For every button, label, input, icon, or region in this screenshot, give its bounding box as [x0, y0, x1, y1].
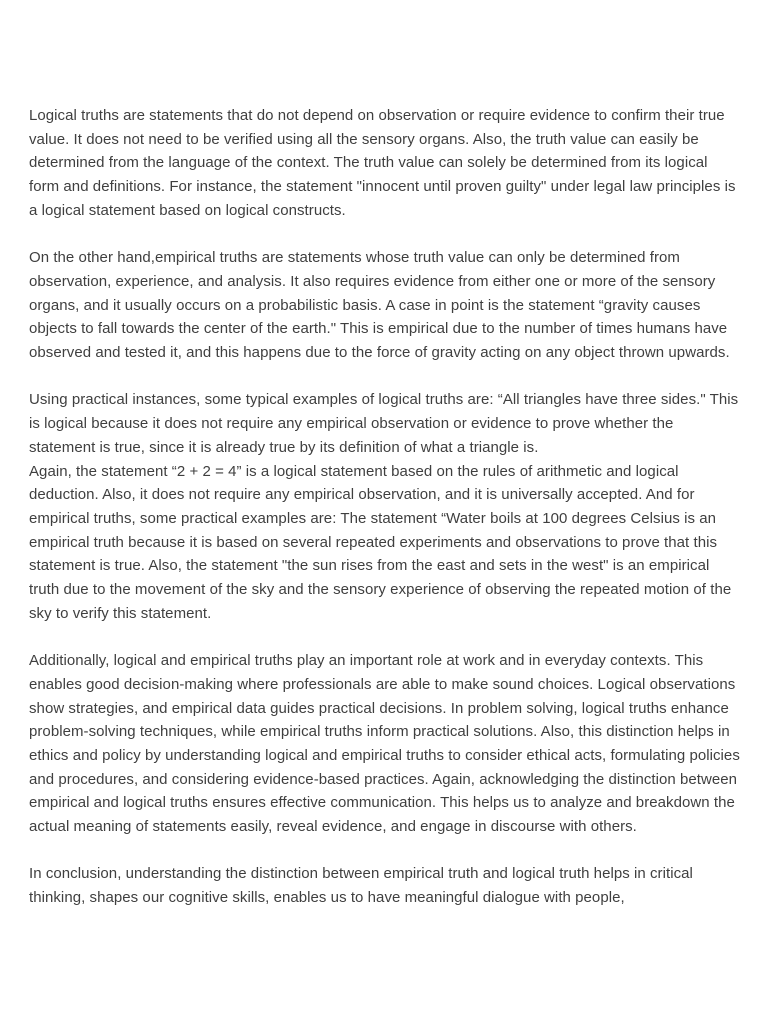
paragraph-logical-examples: Using practical instances, some typical examples of logical truths are: “All triangles have three sides." This is logical because it does not require any empirical observation or evidence to prove whether the statement is true, since it is already true by its definition of what a triangle is. [29, 391, 739, 456]
document-body [29, 104, 741, 934]
paragraph-work-contexts: Additionally, logical and empirical truths play an important role at work and in everyday contexts. This enables good decision-making where professionals are able to make sound choices. Logical observations show strategies, and empirical data guides practical decisions. In problem solving, logical truths enhance problem-solving techniques, while empirical truths inform practical solutions. Also, this distinction helps in ethics and policy by understanding logical and empirical truths to consider ethical acts, formulating policies and procedures, and considering evidence-based practices. Again, acknowledging the distinction between empirical and logical truths ensures effective communication. This helps us to analyze and breakdown the actual meaning of statements easily, reveal evidence, and engage in discourse with others. [29, 652, 740, 836]
paragraph-logical-truths: Logical truths are statements that do not depend on observation or require evidence to confirm their true value. It does not need to be verified using all the sensory organs. Also, the truth value can easily be determined from the language of the context. The truth value can solely be determined from its logical form and definitions. For instance, the statement "innocent until proven guilty" under legal law principles is a logical statement based on logical constructs. [29, 107, 736, 219]
paragraph-empirical-truths: On the other hand,empirical truths are statements whose truth value can only be determined from observation, experience, and analysis. It also requires evidence from either one or more of the sensory organs, and it usually occurs on a probabilistic basis. A case in point is the statement “gravity causes objects to fall towards the center of the earth." This is empirical due to the number of times humans have observed and tested it, and this happens due to the force of gravity acting on any object thrown upwards. [29, 249, 730, 362]
paragraph-conclusion: In conclusion, understanding the distinction between empirical truth and logical truth helps in critical thinking, shapes our cognitive skills, enables us to have meaningful dialogue with people, [29, 865, 693, 907]
paragraph-arithmetic-examples: Again, the statement “2 + 2 = 4” is a logical statement based on the rules of arithmetic and logical deduction. Also, it does not require any empirical observation, and it is universally accepted. And for empirical truths, some practical examples are: The statement “Water boils at 100 degrees Celsius is an empirical truth because it is based on several repeated experiments and observations to prove that this statement is true. Also, the statement "the sun rises from the east and sets in the west" is an empirical truth due to the movement of the sky and the sensory experience of observing the repeated motion of the sky to verify this statement. [29, 462, 732, 622]
